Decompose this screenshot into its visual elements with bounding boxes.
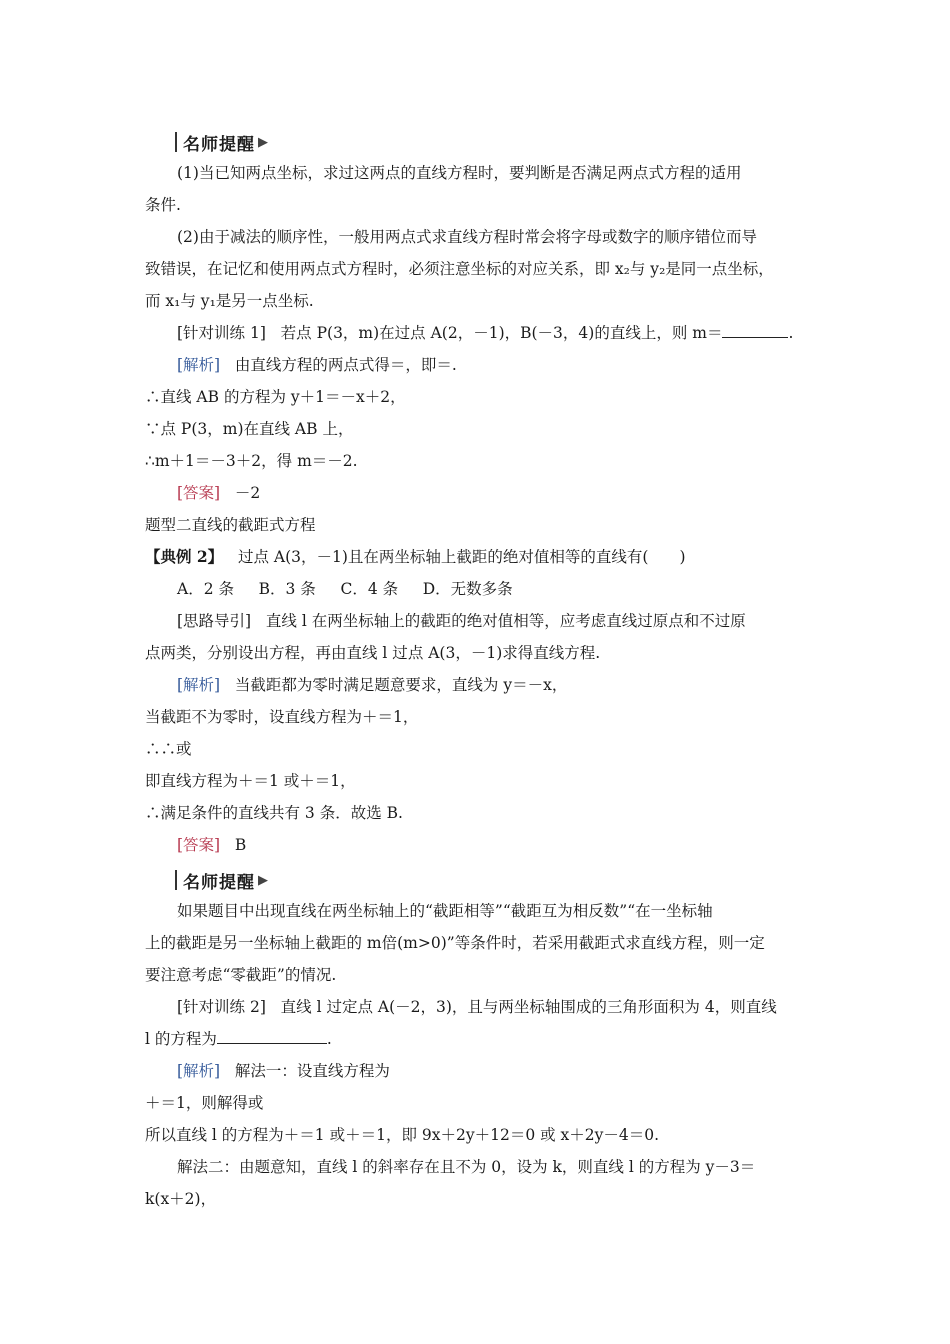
teacher-tip-header	[175, 866, 269, 894]
solution-line: ∴直线 AB 的方程为 y＋1＝－x＋2，	[145, 388, 406, 406]
tip2-line: 如果题目中出现直线在两坐标轴上的“截距相等”“截距互为相反数”“在一坐标轴	[177, 902, 713, 920]
tip1-line: 而 x₁与 y₁是另一点坐标.	[145, 292, 314, 310]
triangle-right-icon: ▶	[258, 134, 269, 150]
solution-text: 当截距都为零时满足题意要求，直线为 y＝－x，	[234, 676, 568, 694]
triangle-right-icon: ▶	[258, 872, 269, 888]
solution-line: ∴∴或	[145, 740, 192, 758]
answer-tag: [答案]	[177, 836, 221, 854]
solution-line: 当截距不为零时，设直线方程为＋＝1，	[145, 708, 419, 726]
guide-label: [思路导引]	[177, 612, 252, 630]
training2-question-cont	[145, 1028, 810, 1050]
training1-text: 若点 P(3，m)在过点 A(2，－1)，B(－3，4)的直线上，则 m＝	[280, 324, 723, 342]
tip1-line: (1)当已知两点坐标，求过这两点的直线方程时，要判断是否满足两点式方程的适用	[177, 164, 742, 182]
solution-tag: [解析]	[177, 676, 221, 694]
option-c: C．4 条	[340, 580, 399, 598]
teacher-tip-header	[175, 128, 269, 156]
option-d: D．无数多条	[422, 580, 513, 598]
option-b: B．3 条	[258, 580, 316, 598]
training2-text: 直线 l 过定点 A(－2，3)，且与两坐标轴围成的三角形面积为 4，则直线	[280, 998, 777, 1016]
solution-text: 由直线方程的两点式得＝，即＝.	[234, 356, 457, 374]
example2-options	[177, 578, 807, 600]
training2-question	[177, 996, 807, 1018]
tip2-line: 上的截距是另一坐标轴上截距的 m倍(m>0)”等条件时，若采用截距式求直线方程，则一定	[145, 934, 765, 952]
training2-label: [针对训练 2]	[177, 998, 266, 1016]
tip1-line: 条件.	[145, 196, 181, 214]
header-bar-icon	[175, 132, 177, 152]
example2-text: 过点 A(3，－1)且在两坐标轴上截距的绝对值相等的直线有( )	[237, 548, 686, 566]
solution-tag: [解析]	[177, 1062, 221, 1080]
answer-value: B	[234, 836, 247, 854]
solution-text: 解法一：设直线方程为	[234, 1062, 390, 1080]
training2-end: .	[326, 1030, 332, 1048]
answer-value: －2	[234, 484, 261, 502]
answer-blank	[217, 1028, 327, 1044]
training1-label: [针对训练 1]	[177, 324, 266, 342]
solution-line: ＋＝1，则解得或	[145, 1094, 264, 1112]
example2-answer	[177, 834, 807, 856]
header-bar-icon	[175, 870, 177, 890]
example2-guide	[177, 610, 807, 632]
training1-answer	[177, 482, 807, 504]
training2-solution-line	[177, 1060, 807, 1082]
option-a: A．2 条	[177, 580, 234, 598]
example2-question	[145, 546, 810, 568]
tip1-line: (2)由于减法的顺序性，一般用两点式求直线方程时常会将字母或数字的顺序错位而导	[177, 228, 757, 246]
guide-text: 直线 l 在两坐标轴上的截距的绝对值相等，应考虑直线过原点和不过原	[265, 612, 746, 630]
section-title: 题型二直线的截距式方程	[145, 516, 316, 534]
training1-question	[177, 322, 807, 344]
tip2-line: 要注意考虑“零截距”的情况.	[145, 966, 337, 984]
example2-solution-line	[177, 674, 807, 696]
solution-line: 所以直线 l 的方程为＋＝1 或＋＝1，即 9x＋2y＋12＝0 或 x＋2y－4＝0.	[145, 1126, 660, 1144]
solution-line: 即直线方程为＋＝1 或＋＝1，	[145, 772, 356, 790]
training2-text-cont: l 的方程为	[145, 1030, 217, 1048]
solution-tag: [解析]	[177, 356, 221, 374]
training1-solution-line	[177, 354, 807, 376]
solution-line: ∴满足条件的直线共有 3 条．故选 B.	[145, 804, 403, 822]
solution-line: ∴m＋1＝－3＋2，得 m＝－2.	[145, 452, 358, 470]
training1-end: .	[788, 324, 794, 342]
answer-tag: [答案]	[177, 484, 221, 502]
teacher-tip-title: 名师提醒	[183, 134, 255, 155]
teacher-tip-title: 名师提醒	[183, 872, 255, 893]
method2-line: 解法二：由题意知，直线 l 的斜率存在且不为 0，设为 k，则直线 l 的方程为 y－3＝	[177, 1158, 756, 1176]
example2-label: 【典例 2】	[145, 547, 224, 566]
tip1-line: 致错误，在记忆和使用两点式方程时，必须注意坐标的对应关系，即 x₂与 y₂是同一点坐标，	[145, 260, 774, 278]
solution-line: ∵点 P(3，m)在直线 AB 上，	[145, 420, 354, 438]
guide-line: 点两类，分别设出方程，再由直线 l 过点 A(3，－1)求得直线方程.	[145, 644, 601, 662]
answer-blank	[722, 322, 788, 338]
method2-line: k(x＋2)，	[145, 1190, 217, 1208]
